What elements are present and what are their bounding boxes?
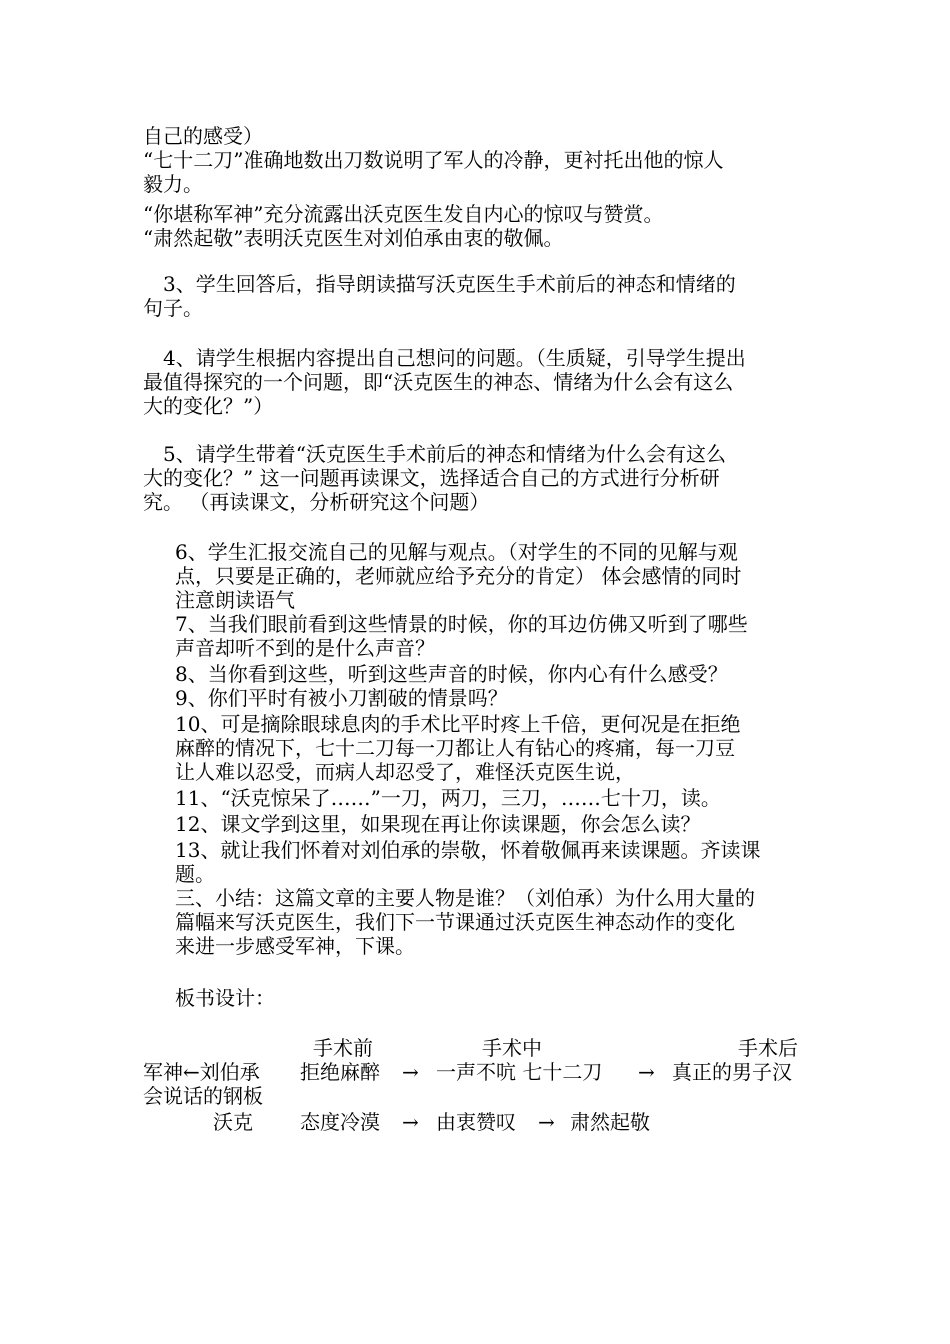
arrow-icon: → (402, 1110, 419, 1134)
row1-name: 军神←刘伯承 (143, 1060, 260, 1084)
text-line: 13、就让我们怀着对刘伯承的崇敬，怀着敬佩再来读课题。齐读课 (175, 838, 761, 862)
text-line: 6、学生汇报交流自己的见解与观点。（对学生的不同的见解与观 (175, 540, 738, 564)
text-line: 自己的感受） (143, 124, 263, 148)
row1-before: 拒绝麻醉 (300, 1060, 380, 1084)
text-line: 题。 (175, 862, 215, 886)
text-line: 让人难以忍受，而病人却忍受了，难怪沃克医生说， (175, 760, 635, 784)
text-line: 5、请学生带着“沃克医生手术前后的神态和情绪为什么会有这么 (163, 442, 726, 466)
row1-after: 真正的男子汉 (672, 1060, 792, 1084)
board-design-heading: 板书设计： (175, 986, 275, 1010)
arrow-icon: → (638, 1060, 655, 1084)
text-line: 9、你们平时有被小刀割破的情景吗？ (175, 686, 508, 710)
text-line: 声音却听不到的是什么声音？ (175, 636, 435, 660)
row3-during: 由衷赞叹 (436, 1110, 516, 1134)
text-line: 麻醉的情况下，七十二刀每一刀都让人有钻心的疼痛，每一刀豆 (175, 736, 735, 760)
text-line: 三、小结：这篇文章的主要人物是谁？（刘伯承）为什么用大量的 (175, 886, 755, 910)
text-line: “七十二刀”准确地数出刀数说明了军人的冷静，更衬托出他的惊人 (143, 148, 724, 172)
row2-label: 会说话的钢板 (143, 1084, 263, 1108)
text-line: 大的变化？” 这一问题再读课文，选择适合自己的方式进行分析研 (143, 466, 720, 490)
text-line: 大的变化？”） (143, 394, 274, 418)
row3-after: 肃然起敬 (570, 1110, 650, 1134)
text-line: 3、学生回答后，指导朗读描写沃克医生手术前后的神态和情绪的 (163, 272, 736, 296)
text-line: 句子。 (143, 296, 203, 320)
header-during: 手术中 (482, 1036, 542, 1060)
text-line: 注意朗读语气 (175, 588, 295, 612)
text-line: 毅力。 (143, 172, 203, 196)
row1-during: 一声不吭 七十二刀 (436, 1060, 603, 1084)
text-line: 11、“沃克惊呆了……”一刀，两刀，三刀，……七十刀，读。 (175, 786, 721, 810)
text-line: 4、请学生根据内容提出自己想问的问题。（生质疑，引导学生提出 (163, 346, 746, 370)
arrow-icon: → (538, 1110, 555, 1134)
text-line: 来进一步感受军神，下课。 (175, 934, 415, 958)
row3-before: 态度冷漠 (300, 1110, 380, 1134)
text-line: 12、课文学到这里，如果现在再让你读课题，你会怎么读？ (175, 812, 701, 836)
text-line: 7、当我们眼前看到这些情景的时候，你的耳边仿佛又听到了哪些 (175, 612, 748, 636)
text-line: 10、可是摘除眼球息肉的手术比平时疼上千倍，更何况是在拒绝 (175, 712, 741, 736)
text-line: 究。 （再读课文，分析研究这个问题） (143, 490, 490, 514)
text-line: 8、当你看到这些，听到这些声音的时候，你内心有什么感受？ (175, 662, 728, 686)
header-before: 手术前 (313, 1036, 373, 1060)
text-line: “肃然起敬”表明沃克医生对刘伯承由衷的敬佩。 (143, 226, 564, 250)
text-line: “你堪称军神”充分流露出沃克医生发自内心的惊叹与赞赏。 (143, 202, 664, 226)
row3-name: 沃克 (213, 1110, 253, 1134)
text-line: 最值得探究的一个问题，即“沃克医生的神态、情绪为什么会有这么 (143, 370, 734, 394)
arrow-icon: → (402, 1060, 419, 1084)
header-after: 手术后 (738, 1036, 798, 1060)
text-line: 点，只要是正确的，老师就应给予充分的肯定） 体会感情的同时 (175, 564, 742, 588)
text-line: 篇幅来写沃克医生，我们下一节课通过沃克医生神态动作的变化 (175, 910, 735, 934)
